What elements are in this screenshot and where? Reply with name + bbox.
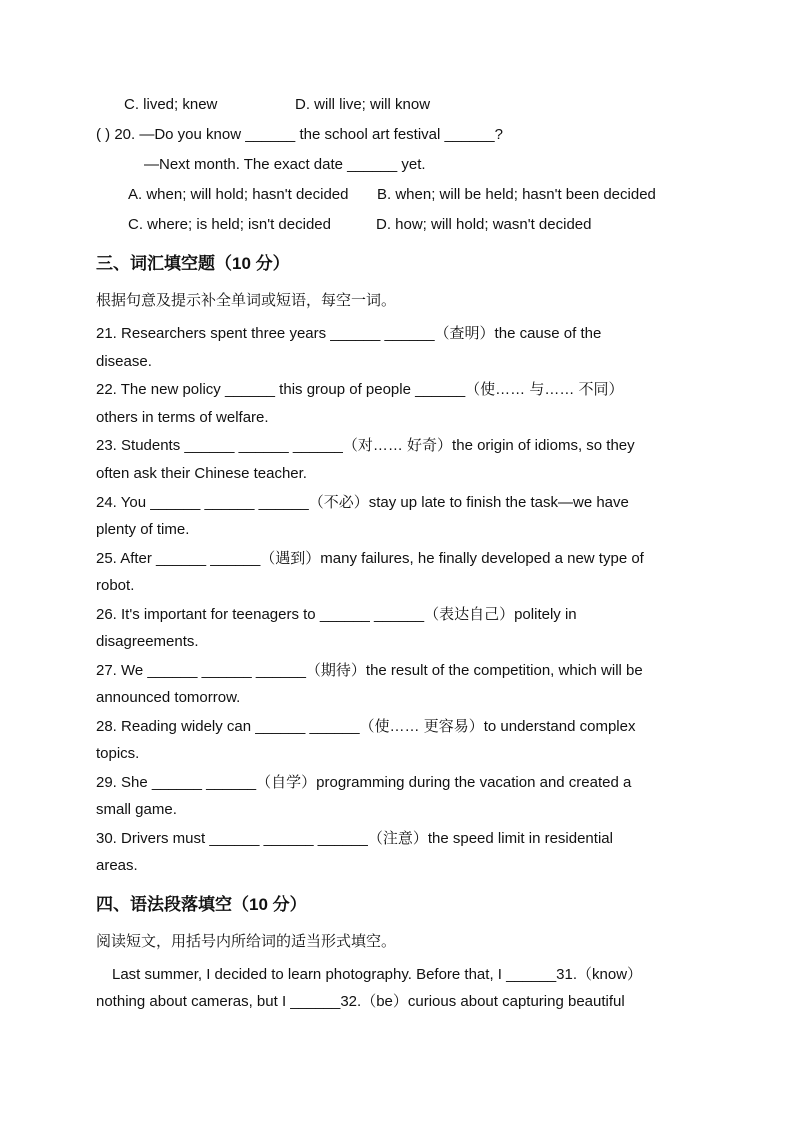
vocab-line: 22. The new policy ______ this group of people ______（使…… 与…… 不同）	[96, 381, 624, 398]
vocab-line: 23. Students ______ ______ ______（对…… 好奇）the origin of idioms, so they	[96, 437, 635, 454]
vocab-line: often ask their Chinese teacher.	[96, 465, 307, 482]
question-20-reply: —Next month. The exact date ______ yet.	[144, 156, 426, 173]
section-3-instruction: 根据句意及提示补全单词或短语，每空一词。	[96, 292, 397, 309]
vocab-line: 24. You ______ ______ ______（不必）stay up late to finish the task—we have	[96, 494, 629, 511]
option-19-d: D. will live; will know	[295, 96, 431, 113]
option-20-b: B. when; will be held; hasn't been decided	[377, 186, 656, 203]
option-19-c: C. lived; knew	[124, 96, 218, 113]
section-3-title: 三、词汇填空题（10 分）	[96, 254, 290, 273]
option-20-a: A. when; will hold; hasn't decided	[128, 186, 349, 203]
vocab-line: plenty of time.	[96, 521, 190, 538]
vocab-line: others in terms of welfare.	[96, 409, 269, 426]
vocab-line: topics.	[96, 745, 140, 762]
option-20-c: C. where; is held; isn't decided	[128, 216, 331, 233]
question-20-stem: ( ) 20. —Do you know ______ the school art festival ______?	[96, 126, 503, 143]
section-4-instruction: 阅读短文，用括号内所给词的适当形式填空。	[96, 933, 397, 950]
vocab-line: disagreements.	[96, 633, 199, 650]
option-20-d: D. how; will hold; wasn't decided	[376, 216, 592, 233]
vocab-line: 29. She ______ ______（自学）programming during the vacation and created a	[96, 774, 632, 791]
vocab-line: areas.	[96, 857, 138, 874]
vocab-line: small game.	[96, 801, 177, 818]
vocab-line: 26. It's important for teenagers to ______ ______（表达自己）politely in	[96, 606, 577, 623]
section-4-title: 四、语法段落填空（10 分）	[96, 895, 307, 914]
vocab-line: 27. We ______ ______ ______（期待）the result of the competition, which will be	[96, 662, 643, 679]
vocab-line: 28. Reading widely can ______ ______（使…… 更容易）to understand complex	[96, 718, 636, 735]
vocab-line: 21. Researchers spent three years ______ ______（查明）the cause of the	[96, 325, 602, 342]
vocab-line: 25. After ______ ______（遇到）many failures, he finally developed a new type of	[96, 550, 644, 567]
vocab-line: disease.	[96, 353, 152, 370]
vocab-line: announced tomorrow.	[96, 689, 241, 706]
passage-line: nothing about cameras, but I ______32.（be）curious about capturing beautiful	[96, 993, 625, 1010]
vocab-line: 30. Drivers must ______ ______ ______（注意）the speed limit in residential	[96, 830, 613, 847]
vocab-line: robot.	[96, 577, 135, 594]
passage-line: Last summer, I decided to learn photography. Before that, I ______31.（know）	[112, 966, 643, 983]
